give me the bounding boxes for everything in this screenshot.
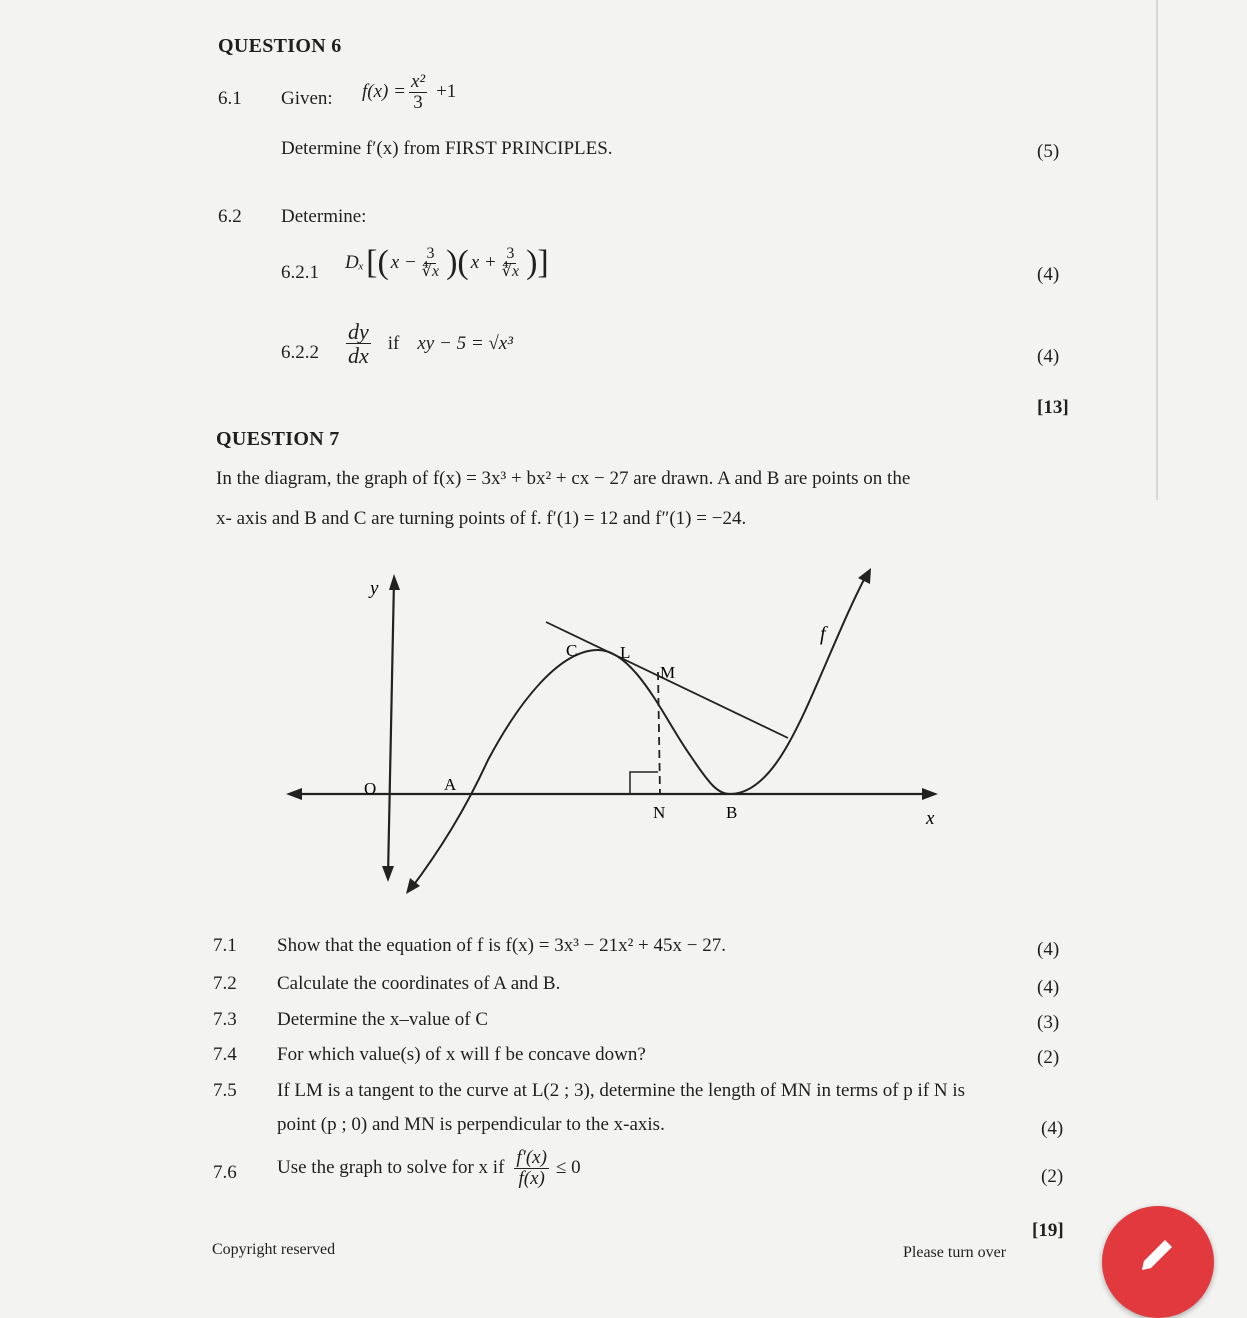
q6-2-1-bracket-close: )] <box>526 244 549 281</box>
q6-2-number: 6.2 <box>218 206 242 227</box>
q6-1-frac-num: x² <box>410 71 426 92</box>
q7-6-marks: (2) <box>1041 1166 1064 1187</box>
q6-2-1-frac-a <box>420 246 441 281</box>
q7-3-marks: (3) <box>1037 1012 1060 1033</box>
q7-6-fraction <box>514 1148 549 1189</box>
q6-total: [13] <box>1037 397 1069 418</box>
q7-intro-line1: In the diagram, the graph of f(x) = 3x³ + bx² + cx − 27 are drawn. A and B are points on the <box>216 468 911 489</box>
q6-2-1-bracket-open: [( <box>366 244 389 281</box>
q6-1-marks: (5) <box>1037 141 1060 162</box>
q7-2-marks: (4) <box>1037 977 1060 998</box>
q7-6-tail: ≤ 0 <box>555 1157 581 1179</box>
q7-2-text: Calculate the coordinates of A and B. <box>277 973 561 994</box>
q6-1-f-lhs: f(x) = <box>362 81 406 103</box>
q6-2-2-if: if <box>387 332 400 354</box>
q6-2-1-expression <box>345 244 549 282</box>
q7-4-text: For which value(s) of x will f be concave down? <box>277 1044 646 1065</box>
x-axis-arrow-right <box>922 788 938 800</box>
q6-2-2-frac-num: dy <box>348 319 369 344</box>
q7-6-expression <box>277 1148 581 1189</box>
curve-arrow-top <box>858 568 871 584</box>
q6-2-1-frac-a-den: ∜x <box>421 262 440 280</box>
curve-f <box>410 572 868 890</box>
footer-copyright: Copyright reserved <box>212 1241 336 1258</box>
q7-5-text2: point (p ; 0) and MN is perpendicular to the x-axis. <box>277 1114 665 1135</box>
q6-2-2-expression <box>343 320 513 367</box>
y-axis <box>388 580 394 876</box>
y-axis-arrow-down <box>382 866 394 882</box>
q7-4-number: 7.4 <box>213 1044 237 1065</box>
q6-2-1-dx: Dₓ <box>345 252 365 273</box>
q7-2-number: 7.2 <box>213 973 237 994</box>
q6-1-fraction <box>409 72 427 113</box>
q6-1-number: 6.1 <box>218 88 242 109</box>
q7-total: [19] <box>1032 1220 1064 1241</box>
q6-2-text: Determine: <box>281 206 367 227</box>
q7-5-number: 7.5 <box>213 1080 237 1101</box>
label-f: f <box>820 623 826 645</box>
q7-3-text: Determine the x–value of C <box>277 1009 489 1030</box>
q7-intro-line2: x- axis and B and C are turning points of f. f′(1) = 12 and f″(1) = −24. <box>216 508 747 529</box>
q6-2-1-paren-mid: )( <box>446 244 469 281</box>
q6-2-1-number: 6.2.1 <box>281 262 319 283</box>
q7-4-marks: (2) <box>1037 1047 1060 1068</box>
q7-6-text: Use the graph to solve for x if <box>277 1157 505 1179</box>
x-axis-arrow-left <box>286 788 302 800</box>
q6-2-2-derivative <box>346 320 371 367</box>
q7-6-number: 7.6 <box>213 1162 237 1183</box>
page-edge-line <box>1156 0 1158 500</box>
label-x: x <box>926 808 935 829</box>
label-a: A <box>444 775 457 794</box>
footer-turn-over: Please turn over <box>903 1244 1007 1261</box>
q6-2-2-marks: (4) <box>1037 346 1060 367</box>
question-7-title: QUESTION 7 <box>216 428 340 450</box>
q6-2-1-frac-b <box>500 246 521 281</box>
label-o: O <box>364 779 377 798</box>
q6-2-1-frac-a-num: 3 <box>426 244 435 262</box>
label-y: y <box>370 578 379 599</box>
cubic-graph <box>270 560 970 900</box>
q7-6-frac-num: f′(x) <box>516 1147 547 1168</box>
right-angle-marker <box>630 772 658 794</box>
label-m: M <box>660 663 676 682</box>
q7-1-number: 7.1 <box>213 935 237 956</box>
q7-6-frac-den: f(x) <box>518 1167 545 1189</box>
q7-5-text: If LM is a tangent to the curve at L(2 ; 3), determine the length of MN in terms of p if N is <box>277 1080 966 1101</box>
label-n: N <box>653 803 666 822</box>
q6-1-frac-den: 3 <box>413 91 423 113</box>
q7-5-marks: (4) <box>1041 1118 1064 1139</box>
edit-fab-button[interactable] <box>1102 1206 1214 1318</box>
q6-2-1-frac-b-num: 3 <box>506 244 515 262</box>
q7-1-marks: (4) <box>1037 939 1060 960</box>
q6-2-2-number: 6.2.2 <box>281 342 319 363</box>
q6-2-2-equation: xy − 5 = √x³ <box>417 332 513 354</box>
q6-1-given-label: Given: <box>281 88 333 109</box>
question-6-title: QUESTION 6 <box>218 35 342 57</box>
q6-2-1-marks: (4) <box>1037 264 1060 285</box>
label-b: B <box>726 803 738 822</box>
q6-2-1-inner1: x − <box>390 252 417 273</box>
q6-1-text: Determine f′(x) from FIRST PRINCIPLES. <box>281 138 613 159</box>
line-mn <box>658 672 660 794</box>
q6-2-2-frac-den: dx <box>348 343 369 369</box>
pencil-icon <box>1132 1230 1182 1280</box>
q6-1-f-tail: +1 <box>436 81 457 103</box>
q7-3-number: 7.3 <box>213 1009 237 1030</box>
q6-2-1-inner2: x + <box>470 252 497 273</box>
y-axis-arrow-up <box>389 574 400 590</box>
label-l: L <box>620 643 631 662</box>
q6-1-function <box>362 72 456 113</box>
q7-1-text: Show that the equation of f is f(x) = 3x³ − 21x² + 45x − 27. <box>277 935 726 956</box>
label-c: C <box>566 641 578 660</box>
q6-2-1-frac-b-den: ∜x <box>501 262 520 280</box>
